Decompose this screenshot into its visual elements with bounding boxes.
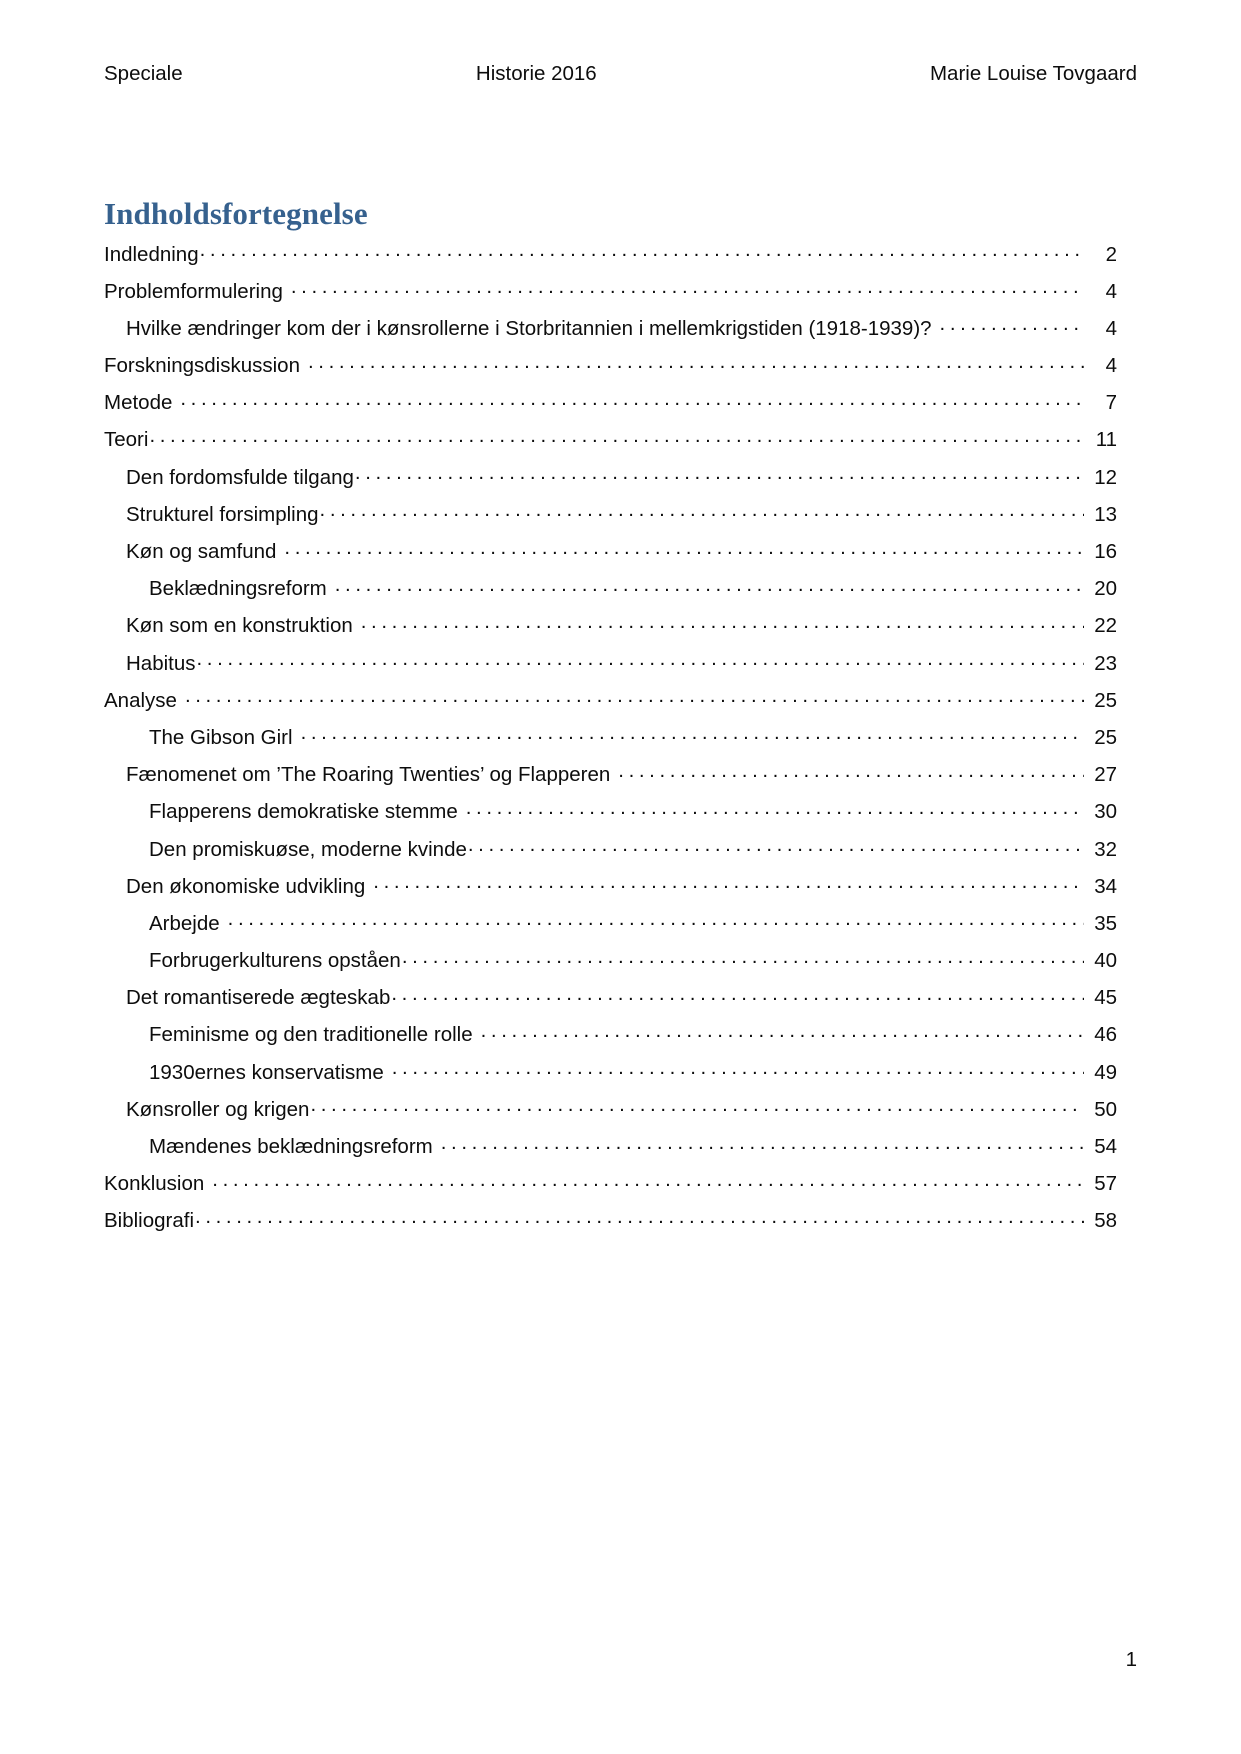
toc-entry[interactable]	[104, 575, 1117, 612]
toc-entry-label: Det romantiserede ægteskab	[126, 986, 391, 1010]
toc-entry-page-number: 12	[1094, 465, 1117, 489]
toc-entry[interactable]	[104, 426, 1117, 463]
toc-entry-page-number: 32	[1094, 837, 1117, 861]
toc-leader-dots	[212, 1170, 1084, 1191]
toc-leader-dots	[481, 1021, 1084, 1042]
toc-entry-page-number: 13	[1094, 502, 1117, 526]
toc-entry[interactable]	[104, 1207, 1117, 1244]
toc-entry-label: Problemformulering	[104, 279, 283, 303]
toc-entry[interactable]	[104, 909, 1117, 946]
toc-entry-page-number: 34	[1094, 874, 1117, 898]
header-right-text: Marie Louise Tovgaard	[929, 62, 1137, 85]
toc-entry[interactable]	[104, 649, 1117, 686]
toc-leader-dots	[618, 761, 1084, 782]
toc-leader-dots	[308, 352, 1084, 373]
toc-leader-dots	[355, 463, 1084, 484]
toc-entry-label: Arbejde	[149, 911, 220, 935]
toc-entry-label: Mændenes beklædningsreform	[149, 1135, 433, 1158]
toc-leader-dots	[320, 500, 1084, 521]
toc-leader-dots	[468, 835, 1084, 856]
toc-leader-dots	[402, 947, 1084, 968]
toc-entry[interactable]	[104, 761, 1117, 798]
toc-entry-label: Feminisme og den traditionelle rolle	[149, 1023, 473, 1047]
toc-entry-label: Køn som en konstruktion	[126, 614, 353, 638]
toc-entry[interactable]	[104, 723, 1117, 760]
toc-entry-page-number: 4	[1105, 354, 1117, 378]
toc-leader-dots	[940, 314, 1084, 335]
toc-entry-label: Den fordomsfulde tilgang	[126, 465, 354, 489]
toc-entry-label: Den promiskuøse, moderne kvinde	[149, 837, 467, 861]
toc-entry-page-number: 22	[1094, 614, 1117, 638]
toc-entry-label: Hvilke ændringer kom der i kønsrollerne i Storbritannien i mellemkrigstiden (1918-1939)?	[126, 316, 932, 340]
toc-entry-page-number: 57	[1094, 1172, 1117, 1196]
toc-entry-label: Beklædningsreform	[149, 577, 327, 601]
toc-leader-dots	[284, 538, 1084, 559]
toc-entry[interactable]	[104, 872, 1117, 909]
toc-entry-page-number: 50	[1094, 1097, 1117, 1121]
table-of-contents-list	[104, 240, 1117, 1244]
toc-entry[interactable]	[104, 1133, 1117, 1170]
toc-entry[interactable]	[104, 538, 1117, 575]
toc-entry[interactable]	[104, 314, 1117, 351]
toc-entry[interactable]	[104, 389, 1117, 426]
toc-entry-page-number: 58	[1094, 1209, 1117, 1233]
toc-entry-page-number: 2	[1105, 242, 1117, 266]
toc-entry-label: Forbrugerkulturens opståen	[149, 949, 401, 973]
toc-entry[interactable]	[104, 947, 1117, 984]
toc-entry-label: Flapperens demokratiske stemme	[149, 800, 458, 824]
toc-entry-label: Kønsroller og krigen	[126, 1097, 310, 1121]
toc-entry-page-number: 4	[1105, 316, 1117, 340]
toc-entry[interactable]	[104, 1095, 1117, 1132]
footer-page-number: 1	[1125, 1648, 1137, 1671]
toc-entry-label: 1930ernes konservatisme	[149, 1060, 384, 1084]
toc-entry-page-number: 4	[1105, 279, 1117, 303]
toc-leader-dots	[185, 686, 1084, 707]
toc-entry-page-number: 40	[1094, 949, 1117, 973]
toc-entry[interactable]	[104, 1021, 1117, 1058]
toc-entry[interactable]	[104, 277, 1117, 314]
toc-leader-dots	[180, 389, 1084, 410]
toc-entry-label: Konklusion	[104, 1172, 205, 1196]
toc-leader-dots	[301, 723, 1084, 744]
toc-entry-page-number: 45	[1094, 986, 1117, 1010]
toc-entry-page-number: 49	[1094, 1060, 1117, 1084]
toc-leader-dots	[391, 984, 1084, 1005]
toc-entry-page-number: 16	[1094, 540, 1117, 563]
toc-entry-label: Køn og samfund	[126, 540, 277, 563]
running-header	[104, 62, 1137, 87]
toc-entry-label: Fænomenet om ’The Roaring Twenties’ og Flapperen	[126, 763, 611, 787]
toc-entry-label: Teori	[104, 428, 149, 452]
toc-entry-page-number: 11	[1095, 428, 1117, 452]
table-of-contents-heading: Indholdsfortegnelse	[104, 196, 368, 231]
toc-entry-label: Den økonomiske udvikling	[126, 874, 366, 898]
toc-entry-page-number: 27	[1094, 763, 1117, 787]
toc-entry[interactable]	[104, 612, 1117, 649]
toc-leader-dots	[291, 277, 1084, 298]
toc-entry[interactable]	[104, 1058, 1117, 1095]
toc-entry[interactable]	[104, 835, 1117, 872]
header-center-text: Historie 2016	[475, 62, 597, 85]
toc-entry-label: Analyse	[104, 688, 177, 712]
toc-entry[interactable]	[104, 352, 1117, 389]
toc-entry-page-number: 25	[1094, 725, 1117, 749]
toc-entry[interactable]	[104, 500, 1117, 537]
toc-entry-page-number: 35	[1094, 911, 1117, 935]
toc-entry-page-number: 7	[1105, 391, 1117, 415]
toc-entry-label: Bibliografi	[104, 1209, 195, 1233]
toc-leader-dots	[195, 1207, 1084, 1228]
toc-entry-label: Indledning	[104, 242, 199, 266]
toc-leader-dots	[149, 426, 1084, 447]
toc-entry[interactable]	[104, 984, 1117, 1021]
toc-leader-dots	[228, 909, 1084, 930]
toc-leader-dots	[310, 1095, 1084, 1116]
toc-entry-label: Forskningsdiskussion	[104, 354, 300, 378]
toc-entry-label: Habitus	[126, 651, 196, 675]
toc-entry[interactable]	[104, 798, 1117, 835]
toc-leader-dots	[373, 872, 1084, 893]
header-left-text: Speciale	[104, 62, 183, 85]
toc-entry-page-number: 25	[1094, 688, 1117, 712]
toc-entry[interactable]	[104, 1170, 1117, 1207]
toc-leader-dots	[392, 1058, 1084, 1079]
toc-leader-dots	[466, 798, 1084, 819]
toc-entry[interactable]	[104, 240, 1117, 277]
toc-leader-dots	[441, 1133, 1084, 1154]
toc-entry-page-number: 54	[1094, 1135, 1117, 1158]
toc-entry-label: The Gibson Girl	[149, 725, 293, 749]
toc-leader-dots	[335, 575, 1084, 596]
toc-entry-page-number: 46	[1094, 1023, 1117, 1047]
toc-entry-page-number: 20	[1094, 577, 1117, 601]
toc-leader-dots	[361, 612, 1084, 633]
toc-entry-label: Metode	[104, 391, 173, 415]
toc-entry[interactable]	[104, 686, 1117, 723]
toc-entry-label: Strukturel forsimpling	[126, 502, 319, 526]
toc-entry-page-number: 30	[1094, 800, 1117, 824]
toc-entry[interactable]	[104, 463, 1117, 500]
toc-leader-dots	[197, 649, 1084, 670]
toc-entry-page-number: 23	[1094, 651, 1117, 675]
toc-leader-dots	[200, 240, 1084, 261]
